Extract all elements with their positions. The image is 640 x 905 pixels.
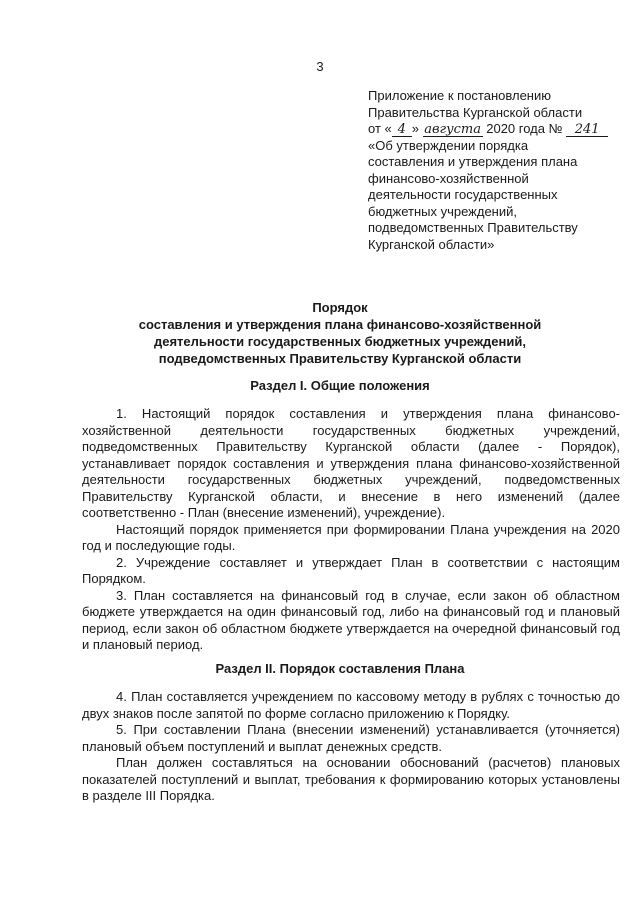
handwritten-day: 4 <box>392 123 412 137</box>
appendix-date-line <box>368 121 618 138</box>
appendix-line: финансово-хозяйственной <box>368 170 529 186</box>
paragraph: 1. Настоящий порядок составления и утверждения плана финансово-хозяйственной деятельности государственных бюджетных учреждений, подведомственных Правительству Курганской области (далее - Порядок), устанавливает порядок составления и утверждения плана финансово-хозяйственной деятельности государственных бюджетных учреждений, подведомственных Правительству Курганской области, и внесение в него изменений (далее соответственно - План (внесение изменений), учреждение). <box>82 406 620 520</box>
title-line: Порядок <box>312 300 368 315</box>
title-line: деятельности государственных бюджетных учреждений, <box>153 334 526 349</box>
handwritten-number: 241 <box>566 123 608 137</box>
appendix-block <box>368 88 618 253</box>
title-line: подведомственных Правительству Курганской области <box>158 351 522 366</box>
appendix-line: Курганской области» <box>368 236 495 252</box>
paragraph: План должен составляться на основании обоснований (расчетов) плановых показателей поступлений и выплат, требования к формированию которых установлены в разделе III Порядка. <box>82 755 620 803</box>
section-2-heading: Раздел II. Порядок составления Плана <box>215 661 465 676</box>
date-mid: » <box>411 121 419 136</box>
appendix-line: подведомственных Правительству <box>368 220 578 235</box>
document-title <box>60 299 620 367</box>
date-prefix: от « <box>368 121 392 136</box>
paragraph: Настоящий порядок применяется при формировании Плана учреждения на 2020 год и последующие годы. <box>82 521 620 553</box>
title-line: составления и утверждения плана финансово-хозяйственной <box>138 317 542 332</box>
paragraph: 2. Учреждение составляет и утверждает План в соответствии с настоящим Порядком. <box>82 554 620 586</box>
paragraph: 4. План составляется учреждением по кассовому методу в рублях с точностью до двух знаков после запятой по форме согласно приложению к Порядку. <box>82 689 620 721</box>
appendix-line: Правительства Курганской области <box>368 104 583 120</box>
paragraph: 5. При составлении Плана (внесении изменений) устанавливается (уточняется) плановый объем поступлений и выплат денежных средств. <box>82 722 620 754</box>
section-1-heading: Раздел I. Общие положения <box>250 378 430 393</box>
handwritten-month: августа <box>424 122 481 137</box>
appendix-line: деятельности государственных <box>368 187 558 202</box>
section-2-body <box>82 689 620 805</box>
section-1-body <box>82 406 620 654</box>
date-year: 2020 года № <box>486 121 563 136</box>
paragraph: 3. План составляется на финансовый год в случае, если закон об областном бюджете утверждается на один финансовый год, либо на финансовый год и плановый период, если закон об областном бюджете утверждается на очередной финансовый год и плановый период. <box>82 587 620 652</box>
page-number: 3 <box>316 59 324 74</box>
appendix-line: Приложение к постановлению <box>368 88 551 103</box>
appendix-line: «Об утверждении порядка <box>368 137 529 153</box>
appendix-line: бюджетных учреждений, <box>368 203 517 219</box>
appendix-line: составления и утверждения плана <box>368 154 578 169</box>
